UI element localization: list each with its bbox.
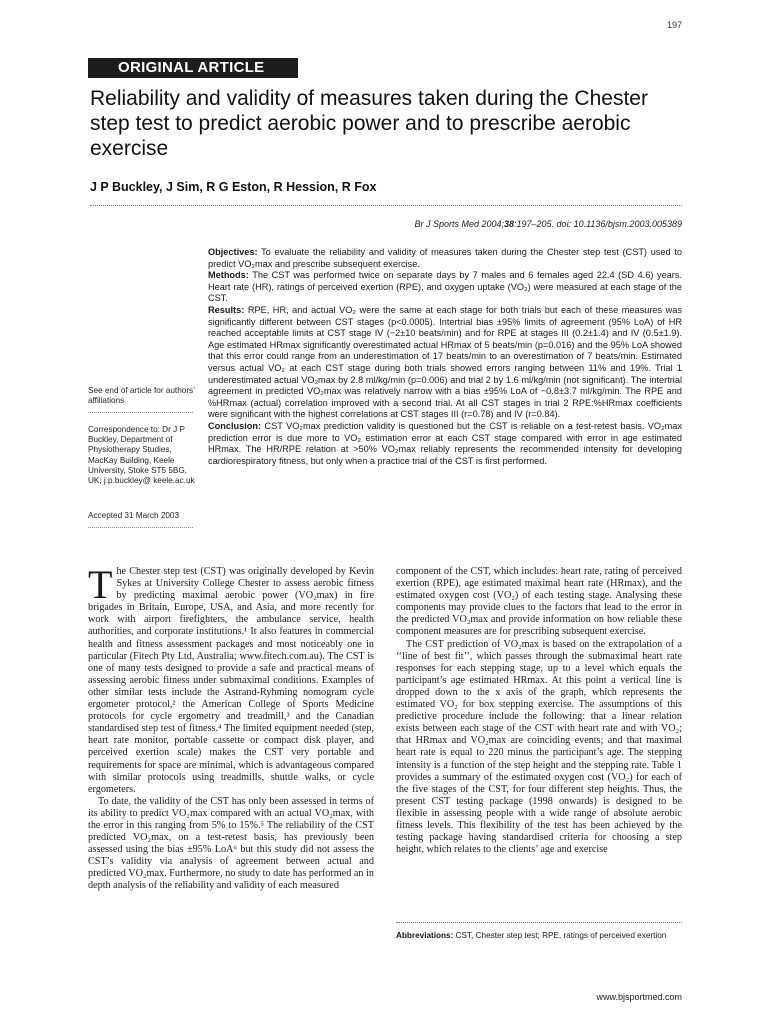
body-column-right <box>396 566 682 856</box>
body-column-left <box>88 562 374 893</box>
citation <box>414 219 682 229</box>
objectives-label: Objectives: <box>208 247 258 257</box>
sidebar-divider <box>88 527 193 528</box>
abstract-results <box>208 305 682 421</box>
drop-cap: T <box>88 562 113 607</box>
citation-suffix: :197–205. doi: 10.1136/bjsm.2003.005389 <box>514 219 682 229</box>
abstract <box>208 247 682 467</box>
abstract-conclusion <box>208 421 682 467</box>
conclusion-text: CST VO₂max prediction validity is questioned but the CST is reliable on a test-retest basis. VO₂max prediction error is due more to VO₂ estimation error at each CST stage compared with error in age estimated HRmax. The HR/RPE relation at >50% VO₂max reliably represents the recommended intensity for developing cardiorespiratory fitness, but only when a practice trial of the CST is first performed. <box>208 420 682 466</box>
footer-url[interactable]: www.bjsportmed.com <box>596 992 682 1002</box>
abstract-objectives <box>208 247 682 270</box>
intro-paragraph <box>88 562 374 796</box>
abbreviations-label: Abbreviations: <box>396 931 454 940</box>
author-list: J P Buckley, J Sim, R G Eston, R Hession, R Fox <box>90 180 377 194</box>
header-divider <box>90 205 682 206</box>
methods-label: Methods: <box>208 270 249 281</box>
citation-prefix: Br J Sports Med 2004; <box>414 219 504 229</box>
abbreviations-divider <box>396 922 682 923</box>
body-paragraph: component of the CST, which includes: heart rate, rating of perceived exertion (RPE), age estimated maximal heart rate (HRmax), and the estimated oxygen cost (VO₂) of each testing stage. Analysing these components may provide clues to the factors that lead to the error in the predicted VO₂max and provide information on how reliable these component measures are for prescribing subsequent exercise. <box>396 566 682 638</box>
methods-text: The CST was performed twice on separate days by 7 males and 6 females aged 22.4 (SD 4.6) years. Heart rate (HR), ratings of perceived exertion (RPE), and oxygen uptake (VO₂) were measured at each stage of the CST. <box>208 270 682 304</box>
intro-text: he Chester step test (CST) was originally developed by Kevin Sykes at University College Chester to assess aerobic fitness by predicting maximal aerobic power (VO₂max) in fire brigades in Britain, Europe, USA, and Asia, and more recently for work with airport firefighters, the ambulance service, health authorities, and corporate institutions.¹ It also features in commercial health and fitness assessment packages and most noticeably one in particular (Fitech Pty Ltd, Australia; www.fitech.com.au). The CST is one of many tests designed to provide a safe and practical means of assessing aerobic fitness under submaximal conditions. Examples of other similar tests include the Astrand-Ryhming nomogram cycle ergometer protocol,² the American College of Sports Medicine protocols for cycle ergometry and treadmill,³ and the Canadian standardised step test of fitness.⁴ The limited equipment needed (step, heart rate monitor, portable cassette or compact disk player, and perceived exertion scale) makes the CST very portable and requirements for space are minimal, which is advantageous compared with similar protocols using treadmills, shuttle walks, or cycle ergometers. <box>88 566 374 795</box>
correspondence: Correspondence to: Dr J P Buckley, Department of Physiotherapy Studies, MacKay Building, Keele University, Stoke ST5 5BG, UK; j.p.buckley@ keele.ac.uk <box>88 425 195 486</box>
abbreviations <box>396 931 682 941</box>
results-text: RPE, HR, and actual VO₂ were the same at each stage for both trials but each of these measures was significantly different between CST stages (p<0.0005). Intertrial bias ±95% limits of agreement (95% LoA) of HR reached acceptable limits at CST stage IV (−2±10 beats/min) and for RPE at stages III (0.2±1.4) and IV (0.5±1.9). Age estimated HRmax significantly overestimated actual HRmax of 5 beats/min (p=0.016) and the 95% LoA showed that this error could range from an underestimation of 17 beats/min to an overestimation of 7 beats/min. Estimated versus actual VO₂ at each CST stage during both trials showed errors ranging between 11% and 19%. Trial 1 underestimated actual VO₂max by 2.8 ml/kg/min (p=0.006) and trial 2 by 1.6 ml/kg/min (not significant). The intertrial agreement in predicted VO₂max was relatively narrow with a bias ±95% LoA of −0.8±3.7 ml/kg/min. The RPE and %HRmax (actual) correlation improved with a second trial. At all CST stages in trial 2 RPE:%HRmax coefficients were significant with the highest correlations at CST stages III (r=0.78) and IV (r=0.84). <box>208 304 682 420</box>
abbreviations-text: CST, Chester step test; RPE, ratings of perceived exertion <box>455 931 667 940</box>
affiliations-note: See end of article for authors’ affiliations <box>88 386 195 406</box>
body-paragraph: To date, the validity of the CST has only been assessed in terms of its ability to predict VO₂max compared with an actual VO₂max, with the error in this ranging from 5% to 15%.⁵ The reliability of the CST predicted VO₂max, on a test-retest basis, has previously been assessed using the bias ±95% LoA⁶ but this study did not assess the CST’s validity via analysis of agreement between actual and predicted VO₂max. Furthermore, no study to date has performed an in depth analysis of the reliability and validity of each measured <box>88 795 374 892</box>
results-label: Results: <box>208 304 245 315</box>
citation-volume: 38 <box>504 219 515 229</box>
article-title: Reliability and validity of measures taken during the Chester step test to predict aerobic power and to prescribe aerobic exercise <box>90 87 648 160</box>
accepted-date: Accepted 31 March 2003 <box>88 511 180 520</box>
page-number: 197 <box>666 20 682 30</box>
conclusion-label: Conclusion: <box>208 420 262 431</box>
sidebar-divider <box>88 412 193 413</box>
article-type-banner: ORIGINAL ARTICLE <box>88 58 298 78</box>
objectives-text: To evaluate the reliability and validity of measures taken during the Chester step test (CST) used to predict VO₂max and prescribe subsequent exercise. <box>208 247 682 269</box>
abstract-methods <box>208 270 682 305</box>
body-paragraph: The CST prediction of VO₂max is based on the extrapolation of a ‘‘line of best fit’’, which passes through the submaximal heart rate responses for each stepping stage, up to a level which equals the participant’s age estimated HRmax. At this point a vertical line is dropped down to the x axis of the graph, which represents the estimated VO₂ for box stepping exercise. The assumptions of this predictive procedure include the following: that a linear relation exists between each stage of the CST with heart rate and with VO₂; that HRmax and VO₂max are coinciding events; and that maximal heart rate is equal to 220 minus the participant’s age. The stepping intensity is a function of the step height and the stepping rate. Table 1 provides a summary of the estimated oxygen cost (VO₂) for each of the five stages of the CST, for four different step heights. Thus, the present CST testing package (1998 onwards) is designed to be flexible in assessing people with a wide range of absolute aerobic fitness levels. This flexibility of the test has been achieved by the testing package having standardised criteria for choosing a step height, which relates to the clients’ age and exercise <box>396 638 682 856</box>
